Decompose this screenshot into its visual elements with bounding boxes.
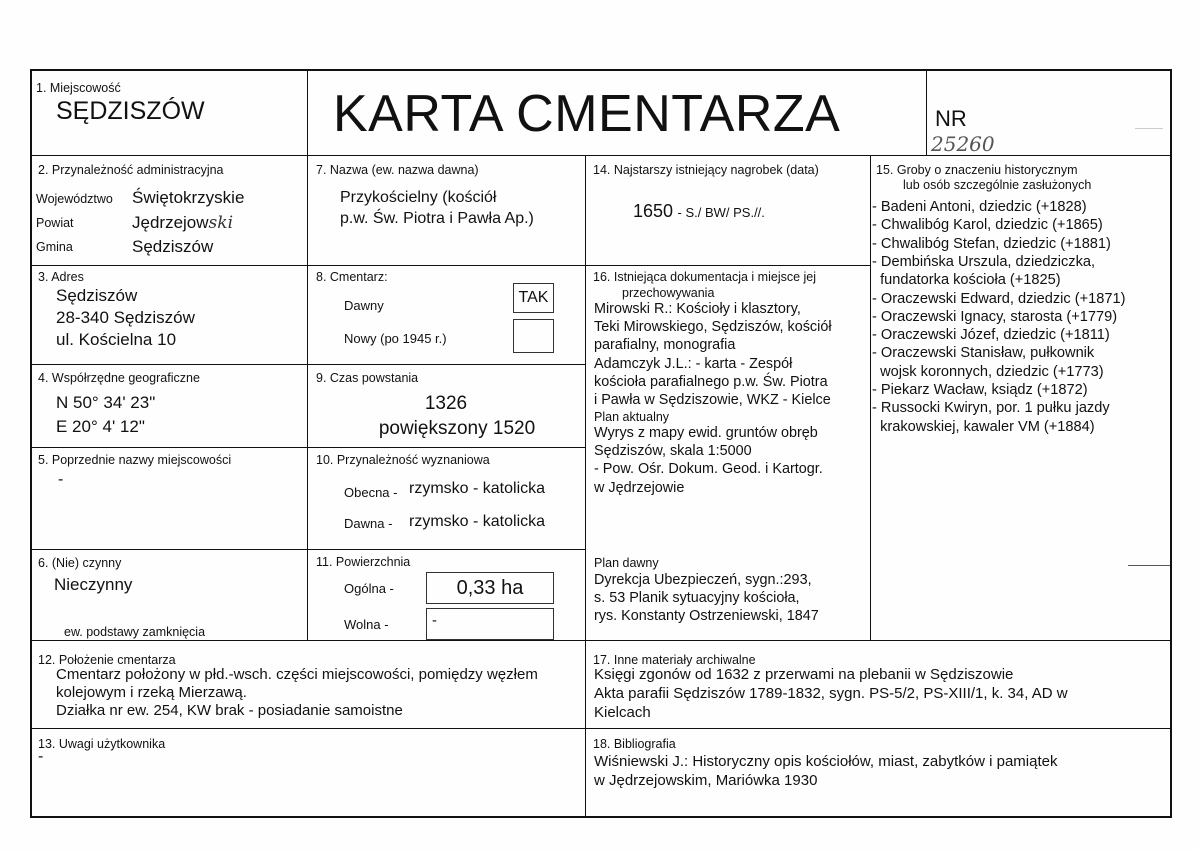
row-divider-s14	[585, 265, 870, 266]
scan-mark	[1128, 565, 1170, 566]
s15-label-line1: 15. Groby o znaczeniu historycznym	[876, 163, 1078, 177]
former-denomination-label: Dawna -	[344, 516, 393, 531]
bibliography-line1: Wiśniewski J.: Historyczny opis kościołów, miast, zabytków i pamiątek	[594, 753, 1058, 770]
total-area-field[interactable]	[426, 572, 554, 604]
historic-grave-entry: - Oraczewski Józef, dziedzic (+1811)	[872, 327, 1110, 344]
location-line1: Cmentarz położony w płd.-wsch. części miejscowości, pomiędzy węzłem	[56, 666, 538, 683]
location-line3: Działka nr ew. 254, KW brak - posiadanie samoistne	[56, 702, 403, 719]
plan-current-entry: Wyrys z mapy ewid. gruntów obręb	[594, 425, 818, 441]
new-cemetery-label: Nowy (po 1945 r.)	[344, 331, 447, 346]
column-divider-2	[585, 155, 586, 818]
header-separator-left	[307, 69, 308, 155]
plan-old-entry: rys. Konstanty Ostrzeniewski, 1847	[594, 608, 819, 625]
oldest-tombstone-year: 1650	[633, 201, 674, 221]
plan-current-entry: - Pow. Ośr. Dokum. Geod. i Kartogr.	[594, 461, 823, 478]
address-line1: Sędziszów	[56, 286, 138, 305]
historic-grave-entry: - Piekarz Wacław, ksiądz (+1872)	[872, 382, 1088, 398]
total-area-value: 0,33 ha	[456, 577, 524, 599]
county-printed: Jędrzejow	[132, 213, 209, 232]
historic-grave-entry: wojsk koronnych, dziedzic (+1773)	[872, 363, 1104, 380]
commune-label: Gmina	[36, 240, 73, 254]
historic-grave-entry: - Oraczewski Stanisław, pułkownik	[872, 345, 1095, 362]
voivodeship-label: Województwo	[36, 192, 113, 206]
row-divider-left-4	[30, 549, 585, 550]
current-denomination-value: rzymsko - katolicka	[409, 480, 546, 497]
county-value	[132, 213, 233, 233]
documentation-entry: Teki Mirowskiego, Sędziszów, kościół	[594, 319, 832, 336]
row-divider-left-3	[30, 447, 585, 448]
nr-label: NR	[935, 106, 967, 131]
county-handwritten: ski	[208, 213, 234, 233]
enlarged-year: powiększony 1520	[378, 418, 536, 439]
founding-year: 1326	[424, 393, 468, 414]
documentation-entry: Adamczyk J.L.: - karta - Zespół	[594, 355, 793, 372]
s15-label-line2: lub osób szczególnie zasłużonych	[903, 178, 1092, 192]
historic-grave-entry: - Chwalibóg Stefan, dziedzic (+1881)	[872, 235, 1111, 252]
plan-current-label: Plan aktualny	[594, 410, 670, 424]
s13-label: 13. Uwagi użytkownika	[38, 737, 166, 751]
plan-old-entry: s. 53 Planik sytuacyjny kościoła,	[594, 590, 800, 607]
s16-label-line2: przechowywania	[622, 286, 715, 300]
historic-grave-entry: - Badeni Antoni, dziedzic (+1828)	[872, 199, 1087, 215]
historic-grave-entry: - Dembińska Urszula, dziedziczka,	[872, 253, 1096, 270]
s2-label: 2. Przynależność administracyjna	[38, 163, 224, 177]
total-area-label: Ogólna -	[344, 581, 394, 596]
row-divider-left-2	[30, 364, 585, 365]
s9-label: 9. Czas powstania	[316, 371, 419, 385]
address-line3: ul. Kościelna 10	[56, 330, 177, 349]
documentation-entry: parafialny, monografia	[594, 337, 736, 354]
free-area-label: Wolna -	[344, 617, 389, 632]
header-separator-right	[926, 69, 927, 155]
row-divider-full-2	[30, 728, 1172, 729]
oldest-tombstone-suffix: - S./ BW/ PS.//.	[677, 205, 765, 220]
s17-label: 17. Inne materiały archiwalne	[593, 653, 756, 667]
archive-line2: Akta parafii Sędziszów 1789-1832, sygn. PS-5/2, PS-XIII/1, k. 34, AD w	[594, 685, 1068, 702]
new-cemetery-checkbox[interactable]	[513, 319, 554, 353]
location-line2: kolejowym i rzeką Mierzawą.	[56, 684, 247, 701]
address-line2: 28-340 Sędziszów	[56, 308, 195, 327]
voivodeship-value: Świętokrzyskie	[132, 188, 245, 207]
oldest-tombstone-date	[633, 201, 765, 222]
s18-label: 18. Bibliografia	[593, 737, 676, 751]
s7-label: 7. Nazwa (ew. nazwa dawna)	[316, 163, 479, 177]
historic-grave-entry: - Oraczewski Edward, dziedzic (+1871)	[872, 290, 1126, 307]
closure-reason-label: ew. podstawy zamknięcia	[64, 625, 206, 639]
free-area-field[interactable]	[426, 608, 554, 640]
column-divider-3	[870, 155, 871, 640]
card-title: KARTA CMENTARZA	[333, 85, 841, 143]
documentation-entry: i Pawła w Sędziszowie, WKZ - Kielce	[594, 392, 831, 408]
latitude: N 50° 34' 23"	[56, 393, 156, 412]
row-divider-full-1	[30, 640, 1172, 641]
free-area-value: -	[432, 612, 437, 629]
old-cemetery-label: Dawny	[344, 298, 384, 313]
historic-grave-entry: fundatorka kościoła (+1825)	[872, 272, 1061, 289]
s12-label: 12. Położenie cmentarza	[38, 653, 176, 667]
s3-label: 3. Adres	[38, 270, 84, 284]
header-divider	[30, 155, 1172, 156]
user-notes-value: -	[38, 748, 44, 765]
active-status-value: Nieczynny	[54, 575, 133, 594]
place-label: 1. Miejscowość	[36, 81, 121, 95]
historic-grave-entry: - Russocki Kwiryn, por. 1 pułku jazdy	[872, 400, 1110, 417]
cemetery-name-line1: Przykościelny (kościół	[340, 189, 497, 206]
plan-current-entry: w Jędrzejowie	[594, 479, 685, 496]
documentation-entry: kościoła parafialnego p.w. Św. Piotra	[594, 373, 828, 390]
s5-label: 5. Poprzednie nazwy miejscowości	[38, 453, 232, 467]
documentation-entry: Mirowski R.: Kościoły i klasztory,	[594, 301, 801, 317]
nr-handwritten-value: 25260	[931, 132, 995, 156]
scan-mark	[1135, 128, 1163, 129]
commune-value: Sędziszów	[132, 237, 214, 256]
archive-line3: Kielcach	[594, 704, 651, 721]
archive-line1: Księgi zgonów od 1632 z przerwami na plebanii w Sędziszowie	[594, 666, 1014, 683]
old-cemetery-value: TAK	[518, 289, 549, 306]
former-denomination-value: rzymsko - katolicka	[409, 513, 546, 530]
s10-label: 10. Przynależność wyznaniowa	[316, 453, 490, 467]
plan-current-entry: Sędziszów, skala 1:5000	[594, 443, 752, 460]
s6-label: 6. (Nie) czynny	[38, 556, 122, 570]
county-label: Powiat	[36, 216, 74, 230]
s14-label: 14. Najstarszy istniejący nagrobek (data)	[593, 163, 819, 177]
current-denomination-label: Obecna -	[344, 485, 398, 500]
plan-old-entry: Dyrekcja Ubezpieczeń, sygn.:293,	[594, 572, 812, 588]
place-name: SĘDZISZÓW	[56, 97, 205, 125]
s4-label: 4. Współrzędne geograficzne	[38, 371, 200, 385]
s16-label-line1: 16. Istniejąca dokumentacja i miejsce jej	[593, 270, 817, 284]
historic-grave-entry: - Oraczewski Ignacy, starosta (+1779)	[872, 308, 1118, 325]
historic-grave-entry: krakowskiej, kawaler VM (+1884)	[872, 418, 1095, 435]
plan-old-label: Plan dawny	[594, 556, 659, 570]
cemetery-name-line2: p.w. Św. Piotra i Pawła Ap.)	[340, 210, 534, 227]
row-divider-left-1	[30, 265, 585, 266]
old-cemetery-checkbox[interactable]	[513, 283, 554, 313]
longitude: E 20° 4' 12"	[56, 417, 145, 436]
s8-label: 8. Cmentarz:	[316, 270, 388, 284]
s11-label: 11. Powierzchnia	[316, 555, 411, 569]
historic-grave-entry: - Chwalibóg Karol, dziedzic (+1865)	[872, 217, 1103, 234]
bibliography-line2: w Jędrzejowskim, Mariówka 1930	[594, 772, 818, 789]
previous-names-value: -	[58, 471, 64, 488]
